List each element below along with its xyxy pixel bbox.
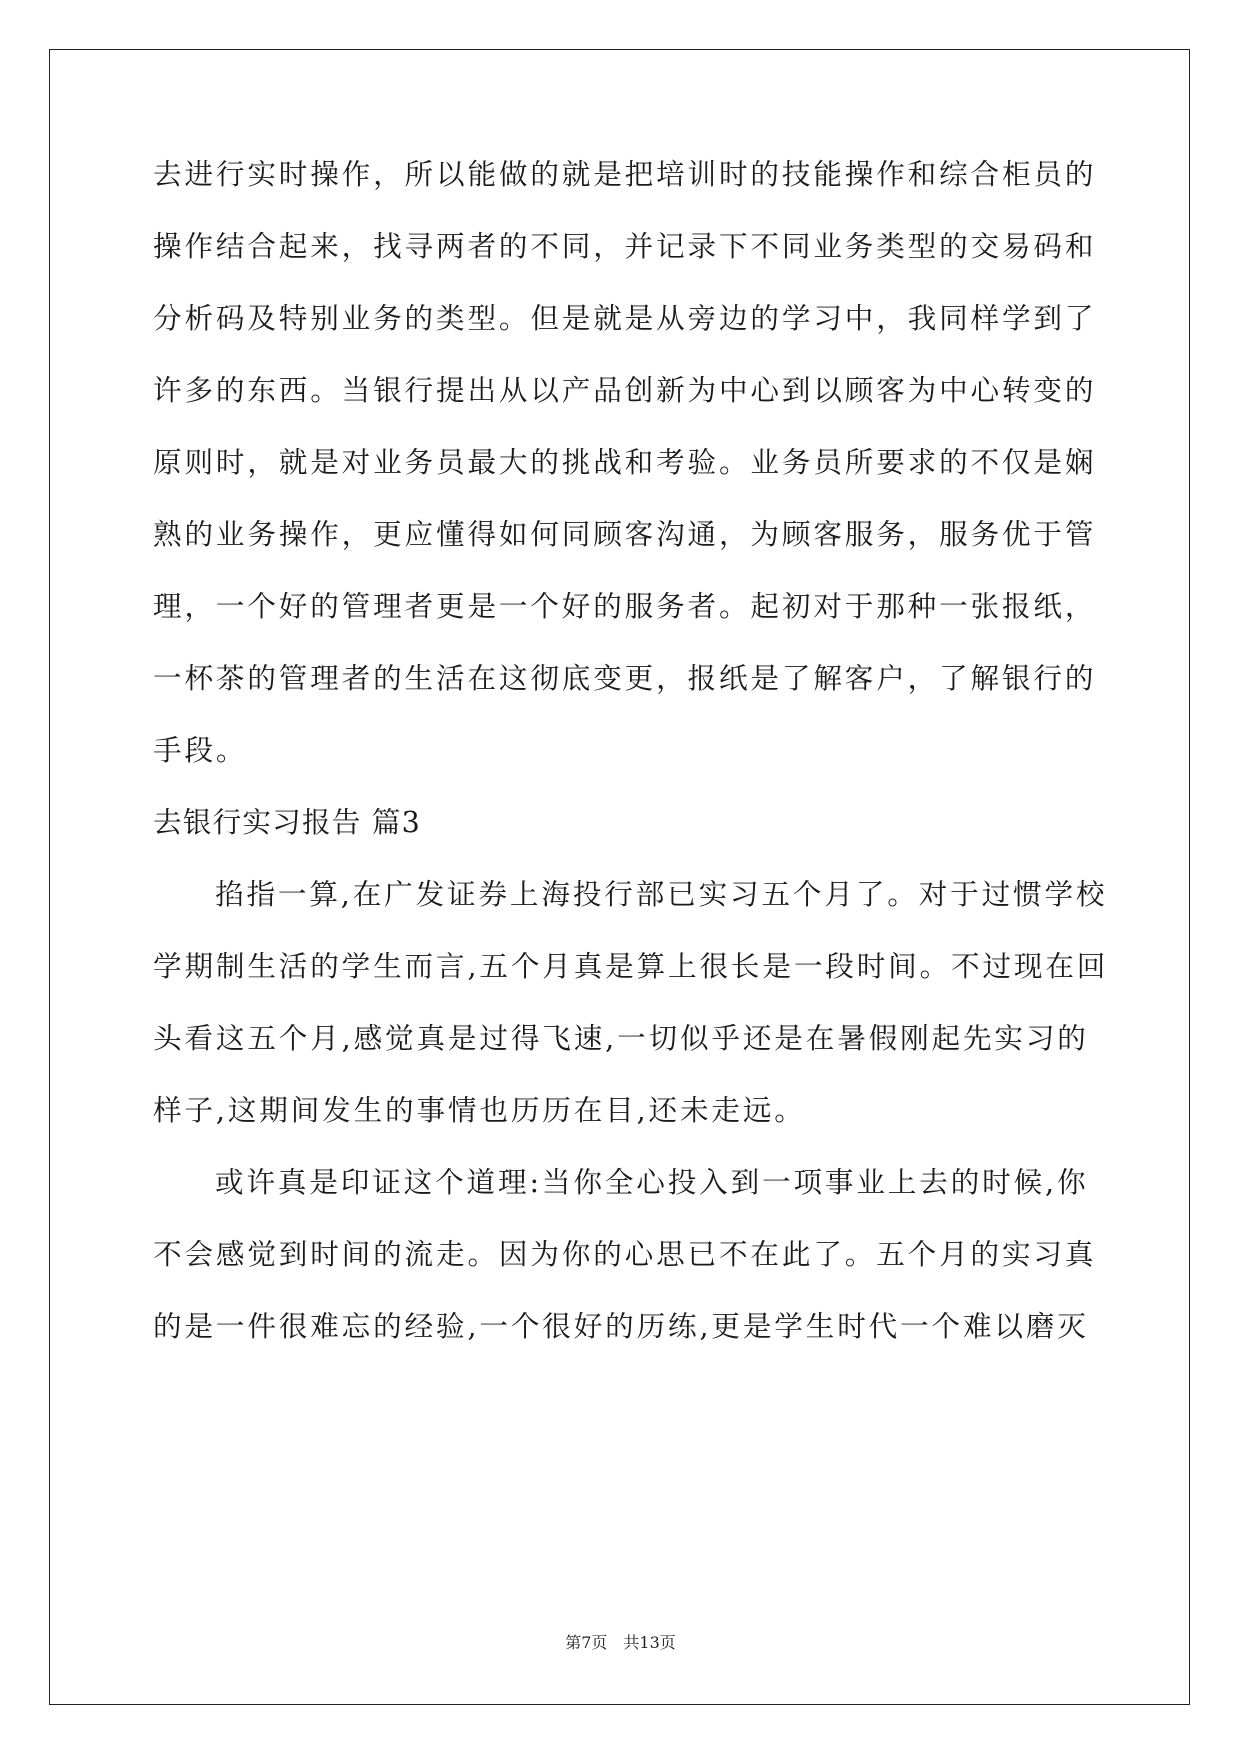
paragraph-line: 掐指一算,在广发证券上海投行部已实习五个月了。对于过惯学校: [215, 877, 1108, 911]
paragraph-line: 的是一件很难忘的经验,一个很好的历练,更是学生时代一个难以磨灭: [153, 1309, 1089, 1343]
paragraph-line: 原则时，就是对业务员最大的挑战和考验。业务员所要求的不仅是娴: [153, 445, 1097, 479]
paragraph-line: 操作结合起来，找寻两者的不同，并记录下不同业务类型的交易码和: [153, 229, 1097, 263]
paragraph-line: 去进行实时操作，所以能做的就是把培训时的技能操作和综合柜员的: [153, 157, 1097, 191]
paragraph-line: 分析码及特别业务的类型。但是就是从旁边的学习中，我同样学到了: [153, 301, 1097, 335]
paragraph-line: 许多的东西。当银行提出从以产品创新为中心到以顾客为中心转变的: [153, 373, 1097, 407]
paragraph-line: 不会感觉到时间的流走。因为你的心思已不在此了。五个月的实习真: [153, 1237, 1097, 1271]
paragraph-line: 学期制生活的学生而言,五个月真是算上很长是一段时间。不过现在回: [153, 949, 1109, 983]
paragraph-line: 手段。: [153, 733, 248, 767]
paragraph-line: 一杯茶的管理者的生活在这彻底变更，报纸是了解客户，了解银行的: [153, 661, 1097, 695]
page-number: 第7页 共13页: [565, 1633, 676, 1652]
section-heading: 去银行实习报告 篇3: [153, 805, 422, 839]
paragraph-line: 样子,这期间发生的事情也历历在目,还未走远。: [153, 1093, 806, 1127]
paragraph-line: 熟的业务操作，更应懂得如何同顾客沟通，为顾客服务，服务优于管: [153, 517, 1097, 551]
paragraph-line: 或许真是印证这个道理:当你全心投入到一项事业上去的时候,你: [215, 1165, 1089, 1199]
paragraph-line: 理，一个好的管理者更是一个好的服务者。起初对于那种一张报纸，: [153, 589, 1097, 623]
paragraph-line: 头看这五个月,感觉真是过得飞速,一切似乎还是在暑假刚起先实习的: [153, 1021, 1089, 1055]
